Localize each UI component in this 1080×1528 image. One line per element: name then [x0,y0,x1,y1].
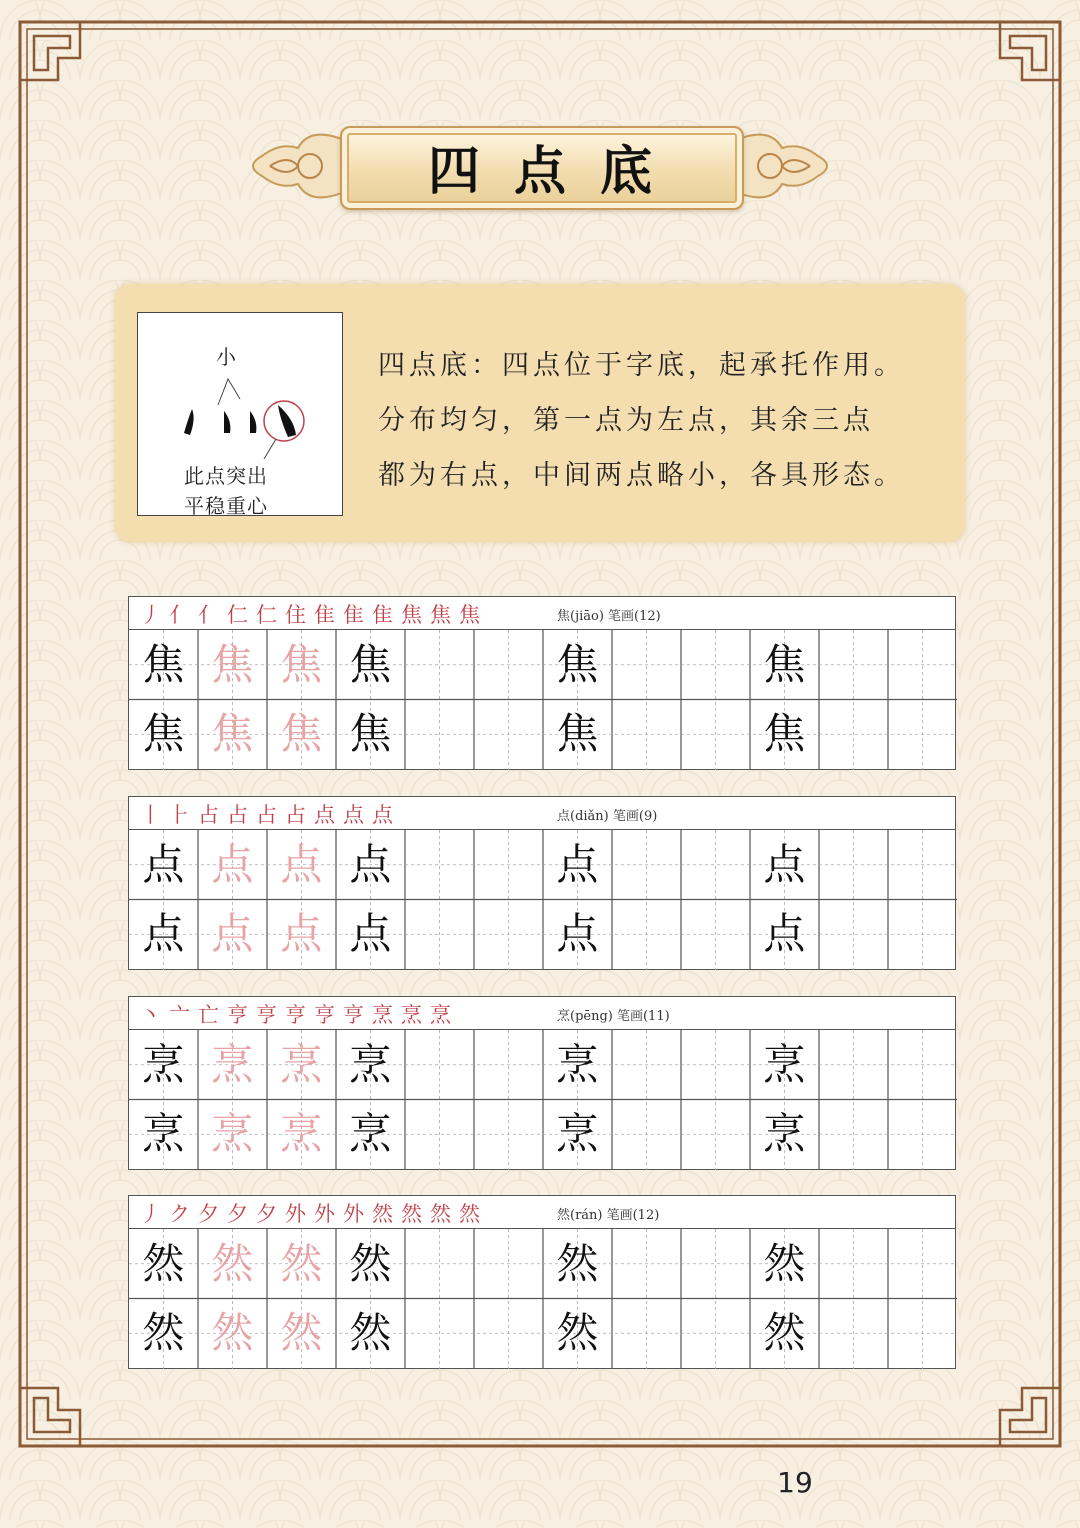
trace-character: 然 [280,1238,323,1288]
stroke-step: 隹 [343,603,366,627]
trace-character: 烹 [280,1039,323,1089]
stroke-step: ク [169,1202,192,1226]
stroke-step: 丿 [140,603,163,627]
model-character: 然 [349,1238,392,1288]
practice-block [128,796,956,970]
stroke-step: 烹 [372,1003,395,1027]
trace-character: 焦 [280,709,323,758]
dot-middle-2 [250,411,256,433]
diagram-note-line-2: 平稳重心 [184,494,268,518]
pinyin-stroke-count: 烹(pēng) 笔画(11) [557,1009,670,1024]
title-banner [240,118,840,214]
stroke-step: 亻 [169,603,192,627]
model-character: 烹 [556,1109,599,1158]
stroke-step: 丶 [140,1003,163,1027]
dot-middle-1 [224,411,230,433]
pointer-lines [218,379,240,405]
model-character: 然 [556,1308,599,1357]
stroke-step: ⺊ [169,803,192,827]
model-character: 点 [349,909,392,958]
model-character: 烹 [349,1039,392,1089]
model-character: 焦 [142,639,185,689]
writing-grid [128,1229,956,1369]
description-line-2: 分布均匀，第一点为左点，其余三点 [378,405,874,436]
stroke-order-sequence [137,1198,485,1228]
pointer-line-bottom [264,439,276,459]
trace-character: 然 [211,1238,254,1288]
stroke-step: 烹 [430,1003,453,1027]
model-character: 烹 [763,1109,806,1158]
model-character: 焦 [556,709,599,758]
stroke-step: 隹 [314,603,337,627]
model-character: 点 [349,839,392,889]
model-character: 点 [142,839,185,889]
model-character: 烹 [142,1109,185,1158]
stroke-step: 丨 [140,803,163,827]
stroke-order-sequence [137,799,398,829]
model-character: 然 [349,1308,392,1357]
stroke-order-header [128,596,956,630]
model-character: 点 [142,909,185,958]
stroke-step: 然 [430,1202,453,1226]
trace-character: 点 [280,839,323,889]
page-title: 四点底 [427,140,686,202]
trace-character: 烹 [211,1109,254,1158]
stroke-order-header [128,796,956,830]
stroke-step: 点 [343,803,366,827]
stroke-step: 焦 [430,603,453,627]
stroke-step: 然 [372,1202,395,1226]
stroke-step: 点 [314,803,337,827]
stroke-step: 住 [285,603,308,627]
stroke-step: 然 [401,1202,424,1226]
stroke-step: 亻 [198,603,221,627]
model-character: 然 [556,1238,599,1288]
model-character: 烹 [556,1039,599,1089]
writing-grid [128,1030,956,1170]
stroke-step: 亨 [256,1003,279,1027]
trace-character: 点 [211,909,254,958]
model-character: 然 [763,1308,806,1357]
practice-block [128,1195,956,1369]
pinyin-stroke-count: 点(diǎn) 笔画(9) [557,809,658,824]
practice-block [128,996,956,1170]
stroke-step: 占 [256,803,279,827]
stroke-step: 点 [372,803,395,827]
diagram-label-note [184,461,268,521]
stroke-step: 占 [227,803,250,827]
trace-character: 烹 [280,1109,323,1158]
model-character: 焦 [763,709,806,758]
stroke-step: 亨 [285,1003,308,1027]
stroke-step: 外 [314,1202,337,1226]
trace-character: 焦 [211,639,254,689]
diagram-label-small: 小 [216,345,236,369]
model-character: 点 [556,909,599,958]
model-character: 烹 [349,1109,392,1158]
model-character: 烹 [763,1039,806,1089]
description-line-3: 都为右点，中间两点略小，各具形态。 [378,460,905,491]
stroke-step: 仁 [227,603,250,627]
model-character: 点 [763,909,806,958]
model-character: 然 [142,1308,185,1357]
radical-diagram [137,312,343,516]
practice-block [128,596,956,770]
model-character: 焦 [349,639,392,689]
stroke-step: 夕 [227,1202,250,1226]
stroke-step: 焦 [401,603,424,627]
stroke-step: 亡 [198,1003,221,1027]
stroke-step: 仁 [256,603,279,627]
model-character: 焦 [142,709,185,758]
model-character: 焦 [556,639,599,689]
writing-grid [128,830,956,970]
stroke-step: 外 [285,1202,308,1226]
dot-right [278,405,296,437]
stroke-step: 丿 [140,1202,163,1226]
diagram-note-line-1: 此点突出 [184,464,268,488]
stroke-step: 占 [285,803,308,827]
stroke-step: 亨 [314,1003,337,1027]
stroke-order-sequence [137,599,485,629]
trace-character: 然 [280,1308,323,1357]
pinyin-stroke-count: 焦(jiāo) 笔画(12) [557,609,661,624]
stroke-step: 占 [198,803,221,827]
trace-character: 焦 [211,709,254,758]
description-line-1: 四点底：四点位于字底，起承托作用。 [378,350,905,381]
stroke-step: 夕 [256,1202,279,1226]
stroke-step: 外 [343,1202,366,1226]
stroke-step: 隹 [372,603,395,627]
model-character: 点 [556,839,599,889]
pinyin-stroke-count: 然(rán) 笔画(12) [557,1208,660,1223]
stroke-order-header [128,996,956,1030]
stroke-step: 然 [459,1202,482,1226]
trace-character: 焦 [280,639,323,689]
stroke-step: 亨 [343,1003,366,1027]
writing-grid [128,630,956,770]
stroke-order-sequence [137,999,456,1029]
stroke-step: 焦 [459,603,482,627]
trace-character: 烹 [211,1039,254,1089]
stroke-order-header [128,1195,956,1229]
stroke-step: 亨 [227,1003,250,1027]
trace-character: 点 [280,909,323,958]
model-character: 然 [142,1238,185,1288]
trace-character: 点 [211,839,254,889]
radical-description [378,338,938,503]
model-character: 然 [763,1238,806,1288]
stroke-step: 烹 [401,1003,424,1027]
model-character: 烹 [142,1039,185,1089]
stroke-step: 亠 [169,1003,192,1027]
model-character: 焦 [763,639,806,689]
trace-character: 然 [211,1308,254,1357]
model-character: 焦 [349,709,392,758]
page-number: 19 [777,1466,813,1499]
stroke-step: 夕 [198,1202,221,1226]
dot-left [184,409,194,435]
model-character: 点 [763,839,806,889]
